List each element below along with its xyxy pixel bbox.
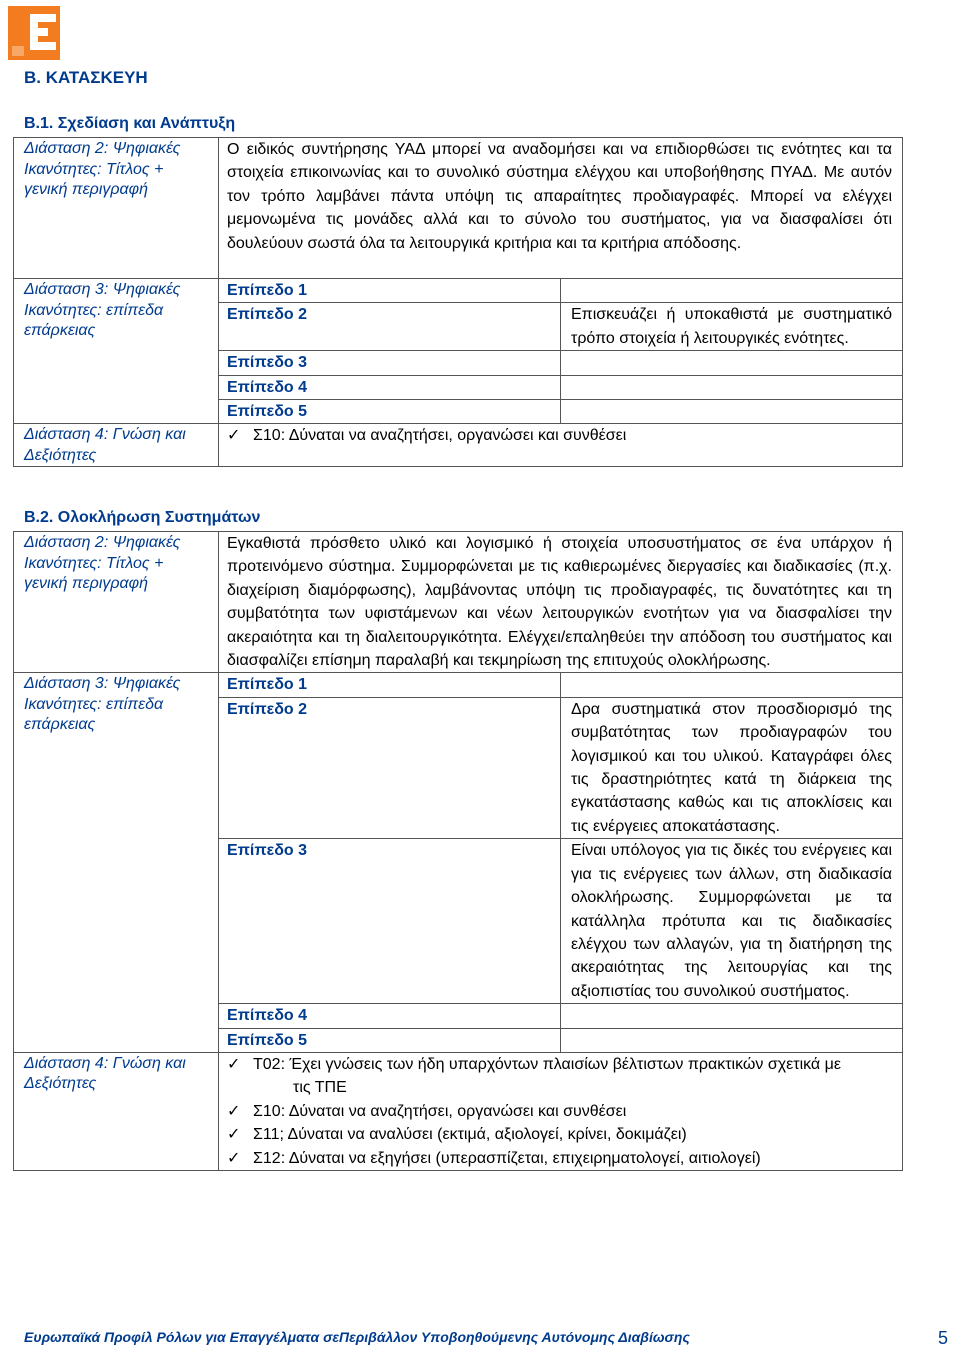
b2-level-row xyxy=(14,673,903,697)
skill-text: Σ11; Δύναται να αναλύσει (εκτιμά, αξιολογεί, κρίνει, δοκιμάζει) xyxy=(253,1126,687,1144)
page-number: 5 xyxy=(937,1328,948,1348)
skill-text xyxy=(253,1053,894,1100)
skill-text: Σ12: Δύναται να εξηγήσει (υπερασπίζεται, επιχειρηματολογεί, αιτιολογεί) xyxy=(253,1149,761,1167)
checkmark-icon: ✓ xyxy=(227,1055,241,1073)
b2-level-5-label: Επίπεδο 5 xyxy=(219,1028,561,1052)
b1-level-1-desc xyxy=(561,279,903,303)
b1-level-4-label: Επίπεδο 4 xyxy=(219,375,561,399)
b1-title: Β.1. Σχεδίαση και Ανάπτυξη xyxy=(24,115,236,132)
b1-row-dim2 xyxy=(14,138,903,279)
b2-dim3-label: Διάσταση 3: Ψηφιακές Ικανότητες: επίπεδα επάρκειας xyxy=(14,673,219,1053)
b2-level-4-desc xyxy=(561,1004,903,1028)
b1-level-1-label: Επίπεδο 1 xyxy=(219,279,561,303)
b2-dim2-label: Διάσταση 2: Ψηφιακές Ικανότητες: Τίτλος + γενική περιγραφή xyxy=(14,532,219,673)
section-title: Β. ΚΑΤΑΣΚΕΥΗ xyxy=(24,68,148,87)
b2-row-dim4 xyxy=(14,1052,903,1170)
skill-item xyxy=(225,1123,894,1146)
skill-text-line: Τ02: Έχει γνώσεις των ήδη υπαρχόντων πλαισίων βέλτιστων πρακτικών σχετικά με xyxy=(253,1055,841,1073)
b2-level-4-label: Επίπεδο 4 xyxy=(219,1004,561,1028)
checkmark-icon: ✓ xyxy=(227,1126,241,1144)
b1-level-row xyxy=(14,279,903,303)
checkmark-icon: ✓ xyxy=(227,427,241,445)
b2-skills-cell xyxy=(219,1052,903,1170)
b1-level-4-desc xyxy=(561,375,903,399)
b2-title: Β.2. Ολοκλήρωση Συστημάτων xyxy=(24,509,261,526)
checkmark-icon: ✓ xyxy=(227,1149,241,1167)
page-footer: Ευρωπαϊκά Προφίλ Ρόλων για Επαγγέλματα σεΠεριβάλλον Υποβοηθούμενης Αυτόνομης Διαβίωσης xyxy=(24,1329,690,1345)
b2-row-dim2 xyxy=(14,532,903,673)
b2-dim2-desc: Εγκαθιστά πρόσθετο υλικό και λογισμικό ή στοιχεία υποσυστήματος σε ένα υπάρχον ή προτεινόμενο σύστημα. Συμμορφώνεται με τις καθιερωμένες διεργασίες και διαδικασίες (π.χ. διαχείριση διαμόρφωσης), λαμβάνοντας υπόψη τις προδιαγραφές, τις δυνατότητες και τη συμβατότητα των υφιστάμενων και νέων λειτουργικών ενοτήτων για να διασφαλίσει την ακεραιότητα και τη διαλειτουργικότητα. Ελέγχει/επαληθεύει την απόδοση του συστήματος και διασφαλίζει επίσημη παραλαβή και τεκμηρίωση της επιτυχούς ολοκλήρωσης. xyxy=(219,532,903,673)
b1-table xyxy=(13,137,903,467)
skill-text-continuation: τις ΤΠΕ xyxy=(293,1079,347,1097)
b1-level-5-desc xyxy=(561,400,903,424)
checkmark-icon: ✓ xyxy=(227,1102,241,1120)
b1-row-dim4 xyxy=(14,424,903,467)
skill-item xyxy=(225,424,894,447)
b2-level-2-label: Επίπεδο 2 xyxy=(219,697,561,838)
b2-level-1-label: Επίπεδο 1 xyxy=(219,673,561,697)
b2-level-5-desc xyxy=(561,1028,903,1052)
b2-dim4-label: Διάσταση 4: Γνώση και Δεξιότητες xyxy=(14,1052,219,1170)
b1-dim2-label: Διάσταση 2: Ψηφιακές Ικανότητες: Τίτλος + γενική περιγραφή xyxy=(14,138,219,279)
skill-text: Σ10: Δύναται να αναζητήσει, οργανώσει και συνθέσει xyxy=(253,1102,627,1120)
b1-dim4-label: Διάσταση 4: Γνώση και Δεξιότητες xyxy=(14,424,219,467)
b2-level-3-label: Επίπεδο 3 xyxy=(219,839,561,1004)
b2-table xyxy=(13,531,903,1171)
skill-text: Σ10: Δύναται να αναζητήσει, οργανώσει και συνθέσει xyxy=(253,427,627,445)
logo-mark-icon xyxy=(8,6,60,60)
b2-level-1-desc xyxy=(561,673,903,697)
b1-dim3-label: Διάσταση 3: Ψηφιακές Ικανότητες: επίπεδα επάρκειας xyxy=(14,279,219,424)
b1-level-2-label: Επίπεδο 2 xyxy=(219,303,561,351)
b1-skills-cell xyxy=(219,424,903,467)
b2-level-3-desc: Είναι υπόλογος για τις δικές του ενέργειες και για τις ενέργειες των άλλων, στη διαδικασία ολοκλήρωσης. Συμμορφώνεται με τα κατάλληλα πρότυπα και τις διαδικασίες ελέγχου των αλλαγών, για τη διατήρηση της ακεραιότητας της λειτουργίας και της αξιοπιστίας του συνολικού συστήματος. xyxy=(561,839,903,1004)
b2-level-2-desc: Δρα συστηματικά στον προσδιορισμό της συμβατότητας των προδιαγραφών του λογισμικού και του υλικού. Καταγράφει όλες τις δραστηριότητες κατά τη διάρκεια της εγκατάστασης καθώς και τις αποκλίσεις και τις ενέργειες αποκατάστασης. xyxy=(561,697,903,838)
b1-level-2-desc: Επισκευάζει ή υποκαθιστά με συστηματικό τρόπο στοιχεία ή λειτουργικές ενότητες. xyxy=(561,303,903,351)
b1-level-5-label: Επίπεδο 5 xyxy=(219,400,561,424)
skill-item xyxy=(225,1100,894,1123)
b1-level-3-desc xyxy=(561,351,903,375)
b1-dim2-desc: Ο ειδικός συντήρησης ΥΑΔ μπορεί να αναδομήσει και να επιδιορθώσει τις ενότητες και τα στοιχεία επικοινωνίας και το συνολικό σύστημα ελέγχου και υποβοήθησης ΠΥΑΔ. Με αυτόν τον τρόπο λαμβάνει πάντα υπόψη τις απαραίτητες προδιαγραφές. Μπορεί να ελέγχει μεμονωμένα τις μονάδες αλλά και το σύνολο του συστήματος, για να διασφαλίσει ότι δουλεύουν σωστά όλα τα λειτουργικά κριτήρια και τα κριτήρια απόδοσης. xyxy=(219,138,903,279)
skill-item xyxy=(225,1053,894,1100)
b1-level-3-label: Επίπεδο 3 xyxy=(219,351,561,375)
skill-item xyxy=(225,1147,894,1170)
logo xyxy=(8,6,60,60)
